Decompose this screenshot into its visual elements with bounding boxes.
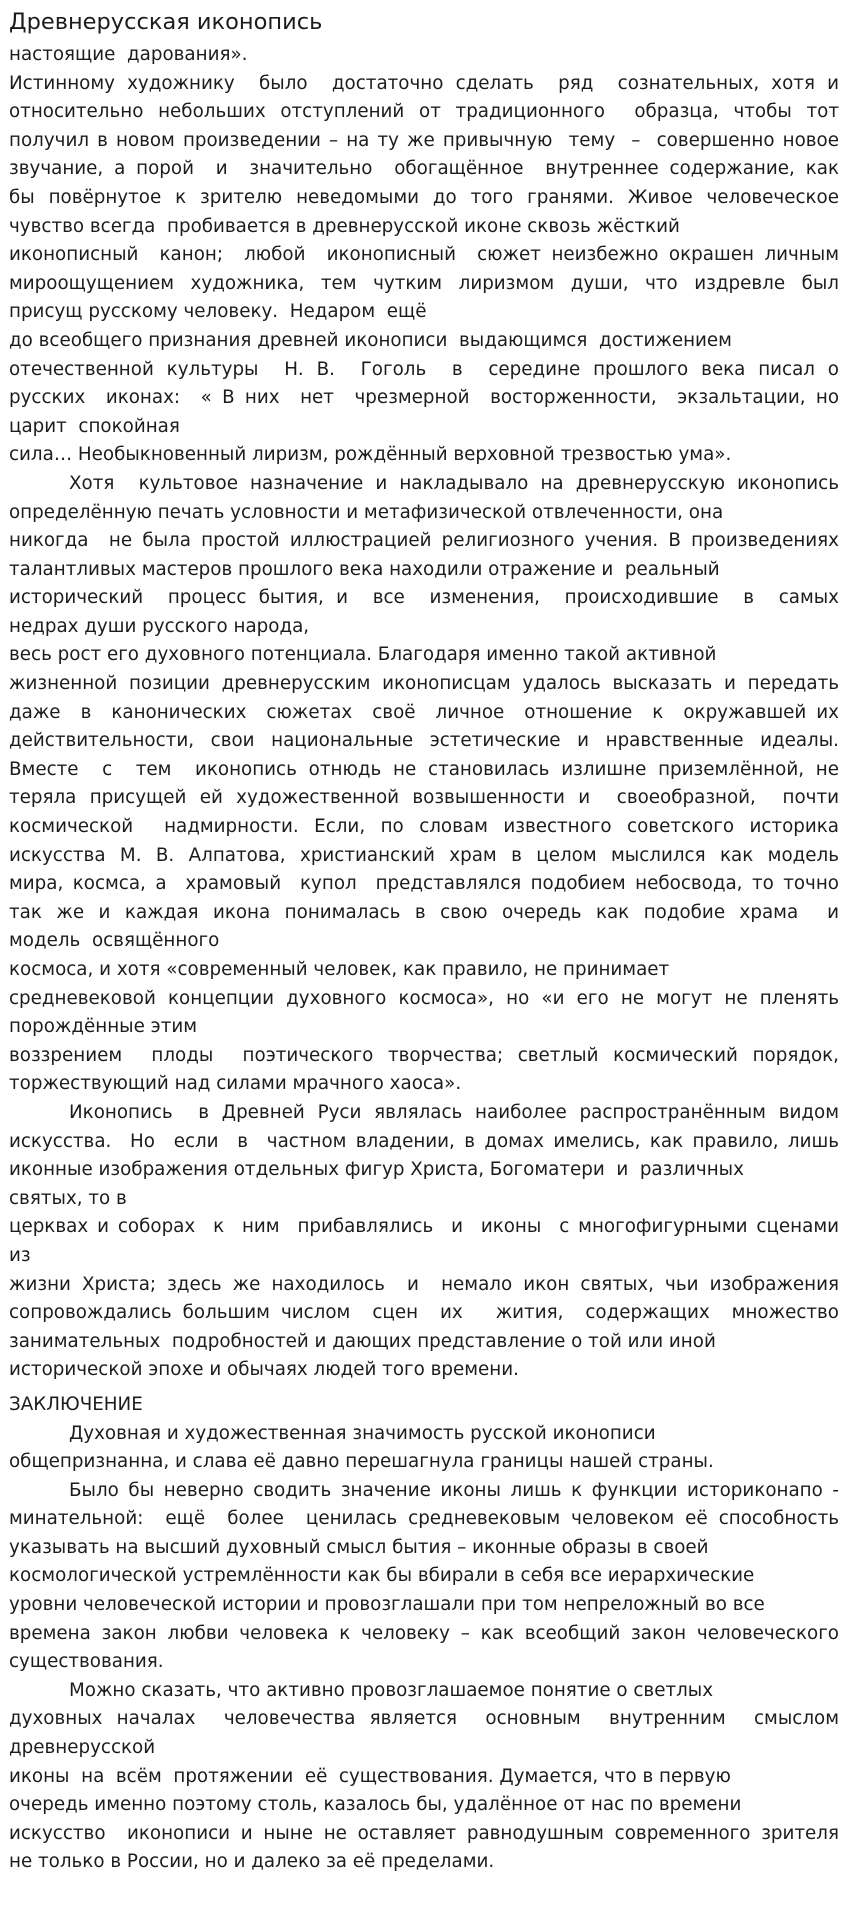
text-line: сопровождались большим числом сцен их жития, содержащих множество: [9, 1302, 839, 1324]
text-line: получил в новом произведении – на ту же привычную тему – совершенно новое: [9, 129, 839, 151]
text-line: космологической устремлённости как бы вбирали в себя все иерархические: [9, 1565, 755, 1587]
text-line: очередь именно поэтому столь, казалось бы, удалённое от нас по времени: [9, 1794, 742, 1816]
text-line: жизненной позиции древнерусским иконописцам удалось высказать и передать: [9, 673, 839, 695]
text-line: искусство иконописи и ныне не оставляет равнодушным современного зрителя: [9, 1822, 839, 1844]
text-line: иконы на всём протяжении её существования. Думается, что в первую: [9, 1765, 731, 1787]
text-line: никогда не была простой иллюстрацией религиозного учения. В произведениях: [9, 530, 839, 552]
text-line: из: [9, 1244, 31, 1266]
text-line: присущ русскому человеку. Недаром ещё: [9, 301, 427, 323]
text-line: Духовная и художественная значимость русской иконописи: [69, 1422, 656, 1444]
text-line: бы повёрнутое к зрителю неведомыми до того гранями. Живое человеческое: [9, 186, 839, 208]
paragraph: [9, 41, 839, 70]
paragraph: [9, 1420, 839, 1477]
text-line: Было бы неверно сводить значение иконы лишь к функции историконапо -: [69, 1479, 839, 1501]
text-line: не только в России, но и далеко за её пределами.: [9, 1851, 495, 1873]
text-line: исторической эпохе и обычаях людей того времени.: [9, 1359, 519, 1381]
text-line: церквах и соборах к ним прибавлялись и иконы с многофигурными сценами: [9, 1216, 839, 1238]
page-title: Древнерусская иконопись: [9, 9, 323, 35]
text-line: весь рост его духовного потенциала. Благодаря именно такой активной: [9, 644, 717, 666]
text-line: существования.: [9, 1651, 164, 1673]
text-line: искусства М. В. Алпатова, христианский храм в целом мыслился как модель: [9, 844, 839, 866]
text-line: мира, космса, а храмовый купол представлялся подобием небосвода, то точно: [9, 873, 839, 895]
text-line: мироощущением художника, тем чутким лиризмом души, что издревле был: [9, 272, 839, 294]
text-line: талантливых мастеров прошлого века находили отражение и реальный: [9, 558, 720, 580]
text-line: чувство всегда пробивается в древнерусской иконе сквозь жёсткий: [9, 215, 680, 237]
conclusion-body-text: [9, 1420, 839, 1878]
text-line: определённую печать условности и метафизической отвлеченности, она: [9, 501, 724, 523]
text-line: указывать на высший духовный смысл бытия – иконные образы в своей: [9, 1536, 709, 1558]
text-line: Истинному художнику было достаточно сделать ряд сознательных, хотя и: [9, 72, 839, 94]
text-line: теряла присущей ей художественной возвышенности и своеобразной, почти: [9, 787, 839, 809]
main-body-text: [9, 41, 839, 1385]
text-line: жизни Христа; здесь же находилось и немало икон святых, чьи изображения: [9, 1273, 839, 1295]
text-line: космоса, и хотя «современный человек, как правило, не принимает: [9, 959, 670, 980]
text-line: общепризнанна, и слава её давно перешагнула границы нашей страны.: [9, 1451, 714, 1473]
text-line: отечественной культуры Н. В. Гоголь в середине прошлого века писал о: [9, 358, 839, 380]
text-line: древнерусской: [9, 1737, 156, 1759]
text-line: иконные изображения отдельных фигур Христа, Богоматери и различных: [9, 1159, 744, 1181]
text-line: относительно небольших отступлений от традиционного образца, чтобы тот: [9, 101, 839, 123]
text-line: Вместе с тем иконопись отнюдь не становилась излишне приземлённой, не: [9, 758, 839, 780]
text-line: занимательных подробностей и дающих представление о той или иной: [9, 1330, 716, 1352]
paragraph: [9, 1477, 839, 1677]
text-line: так же и каждая икона понималась в свою очередь как подобие храма и: [9, 901, 839, 923]
text-line: до всеобщего признания древней иконописи выдающимся достижением: [9, 329, 732, 351]
text-line: недрах души русского народа,: [9, 615, 310, 637]
section-heading: ЗАКЛЮЧЕНИЕ: [9, 1393, 143, 1415]
text-line: царит спокойная: [9, 415, 180, 437]
text-line: искусства. Но если в частном владении, в домах имелись, как правило, лишь: [9, 1130, 839, 1152]
paragraph: [9, 1099, 839, 1385]
text-line: даже в канонических сюжетах своё личное отношение к окружавшей их: [9, 701, 839, 723]
paragraph: [9, 1677, 839, 1877]
text-line: воззрением плоды поэтического творчества; светлый космический порядок,: [9, 1044, 839, 1066]
text-line: исторический процесс бытия, и все изменения, происходившие в самых: [9, 587, 839, 609]
text-line: русских иконах: « В них нет чрезмерной восторженности, экзальтации, но: [9, 387, 839, 409]
text-line: порождённые этим: [9, 1016, 198, 1038]
text-line: времена закон любви человека к человеку – как всеобщий закон человеческого: [9, 1622, 839, 1644]
text-line: модель освящённого: [9, 930, 220, 952]
text-line: святых, то в: [9, 1187, 127, 1209]
text-line: настоящие дарования».: [9, 44, 248, 65]
text-line: космической надмирности. Если, по словам известного советского историка: [9, 816, 839, 838]
text-line: уровни человеческой истории и провозглашали при том непреложный во все: [9, 1594, 765, 1616]
text-line: средневековой концепции духовного космоса», но «и его не могут не пленять: [9, 987, 839, 1009]
paragraph: [9, 70, 839, 470]
text-line: духовных началах человечества является основным внутренним смыслом: [9, 1708, 839, 1730]
paragraph: [9, 470, 839, 1099]
text-line: минательной: ещё более ценилась средневековым человеком её способность: [9, 1508, 839, 1530]
text-line: торжествующий над силами мрачного хаоса».: [9, 1073, 462, 1095]
text-line: Можно сказать, что активно провозглашаемое понятие о светлых: [69, 1679, 714, 1701]
text-line: действительности, свои национальные эстетические и нравственные идеалы.: [9, 730, 839, 752]
text-line: иконописный канон; любой иконописный сюжет неизбежно окрашен личным: [9, 244, 839, 266]
text-line: Хотя культовое назначение и накладывало на древнерусскую иконопись: [69, 472, 839, 494]
text-line: Иконопись в Древней Руси являлась наиболее распространённым видом: [69, 1101, 839, 1123]
text-line: звучание, а порой и значительно обогащённое внутреннее содержание, как: [9, 158, 839, 180]
text-line: сила… Необыкновенный лиризм, рождённый верховной трезвостью ума».: [9, 444, 732, 466]
